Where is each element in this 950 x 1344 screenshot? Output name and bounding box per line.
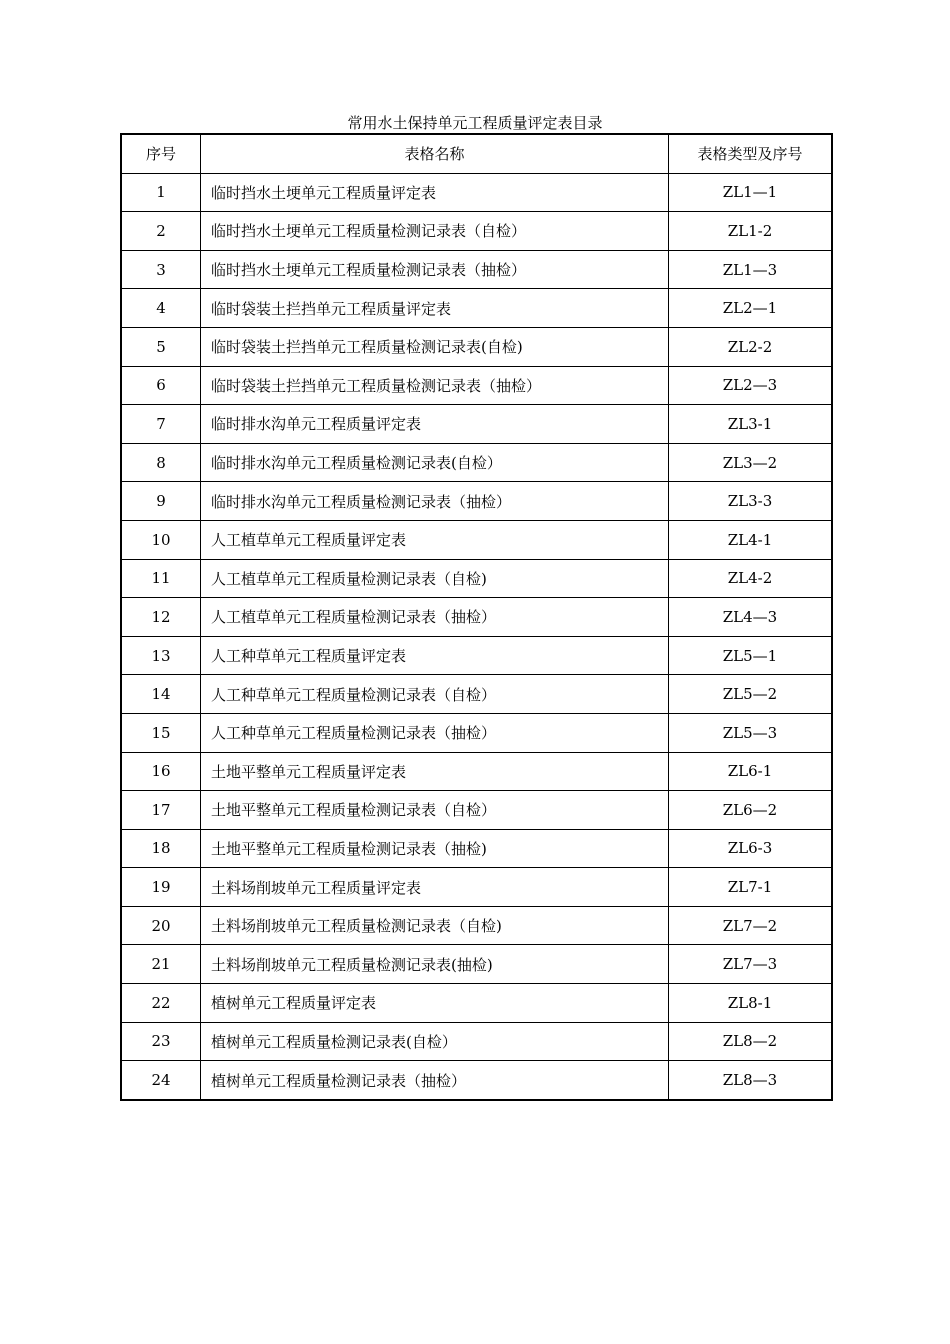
row-form-name: 土料场削坡单元工程质量检测记录表(抽检) bbox=[201, 945, 669, 984]
row-form-name: 临时排水沟单元工程质量评定表 bbox=[201, 405, 669, 444]
table-row bbox=[121, 173, 832, 212]
table-row bbox=[121, 559, 832, 598]
row-form-name: 临时挡水土埂单元工程质量检测记录表（抽检） bbox=[201, 250, 669, 289]
table-row bbox=[121, 289, 832, 328]
row-form-name: 土地平整单元工程质量检测记录表（抽检) bbox=[201, 829, 669, 868]
row-form-name: 植树单元工程质量评定表 bbox=[201, 984, 669, 1023]
row-form-code: ZL1-2 bbox=[669, 212, 833, 251]
row-number: 16 bbox=[121, 752, 201, 791]
row-form-code: ZL8-1 bbox=[669, 984, 833, 1023]
row-number: 6 bbox=[121, 366, 201, 405]
row-form-code: ZL7-1 bbox=[669, 868, 833, 907]
table-body bbox=[121, 173, 832, 1100]
row-form-code: ZL1—3 bbox=[669, 250, 833, 289]
table-row bbox=[121, 945, 832, 984]
table-row bbox=[121, 636, 832, 675]
row-form-name: 土料场削坡单元工程质量评定表 bbox=[201, 868, 669, 907]
header-code: 表格类型及序号 bbox=[669, 134, 833, 173]
row-form-code: ZL2—3 bbox=[669, 366, 833, 405]
row-number: 14 bbox=[121, 675, 201, 714]
row-form-name: 人工种草单元工程质量评定表 bbox=[201, 636, 669, 675]
row-number: 23 bbox=[121, 1022, 201, 1061]
table-row bbox=[121, 443, 832, 482]
table-row bbox=[121, 327, 832, 366]
row-number: 10 bbox=[121, 520, 201, 559]
row-form-code: ZL8—3 bbox=[669, 1061, 833, 1100]
row-number: 18 bbox=[121, 829, 201, 868]
table-row bbox=[121, 675, 832, 714]
table-row bbox=[121, 405, 832, 444]
row-form-code: ZL5—1 bbox=[669, 636, 833, 675]
page-title: 常用水土保持单元工程质量评定表目录 bbox=[347, 114, 603, 132]
row-form-code: ZL3-3 bbox=[669, 482, 833, 521]
row-form-code: ZL5—3 bbox=[669, 713, 833, 752]
row-form-code: ZL1—1 bbox=[669, 173, 833, 212]
row-form-name: 植树单元工程质量检测记录表（抽检） bbox=[201, 1061, 669, 1100]
row-form-code: ZL2-2 bbox=[669, 327, 833, 366]
header-num: 序号 bbox=[121, 134, 201, 173]
table-row bbox=[121, 482, 832, 521]
row-form-name: 临时排水沟单元工程质量检测记录表（抽检） bbox=[201, 482, 669, 521]
row-form-code: ZL2—1 bbox=[669, 289, 833, 328]
row-number: 8 bbox=[121, 443, 201, 482]
row-number: 22 bbox=[121, 984, 201, 1023]
row-form-name: 人工种草单元工程质量检测记录表（抽检） bbox=[201, 713, 669, 752]
row-form-name: 人工种草单元工程质量检测记录表（自检） bbox=[201, 675, 669, 714]
table-row bbox=[121, 906, 832, 945]
row-form-code: ZL7—3 bbox=[669, 945, 833, 984]
row-form-name: 人工植草单元工程质量检测记录表（抽检） bbox=[201, 598, 669, 637]
row-form-name: 土料场削坡单元工程质量检测记录表（自检) bbox=[201, 906, 669, 945]
row-number: 5 bbox=[121, 327, 201, 366]
table-row bbox=[121, 212, 832, 251]
table-row bbox=[121, 1061, 832, 1100]
row-form-code: ZL8—2 bbox=[669, 1022, 833, 1061]
row-number: 1 bbox=[121, 173, 201, 212]
table-row bbox=[121, 1022, 832, 1061]
row-form-name: 临时排水沟单元工程质量检测记录表(自检） bbox=[201, 443, 669, 482]
row-form-name: 土地平整单元工程质量检测记录表（自检） bbox=[201, 791, 669, 830]
row-form-code: ZL6-3 bbox=[669, 829, 833, 868]
row-form-name: 临时袋装土拦挡单元工程质量检测记录表(自检) bbox=[201, 327, 669, 366]
row-form-code: ZL4-1 bbox=[669, 520, 833, 559]
row-number: 12 bbox=[121, 598, 201, 637]
row-form-name: 临时袋装土拦挡单元工程质量评定表 bbox=[201, 289, 669, 328]
row-form-code: ZL6-1 bbox=[669, 752, 833, 791]
row-form-name: 临时挡水土埂单元工程质量评定表 bbox=[201, 173, 669, 212]
row-form-code: ZL3-1 bbox=[669, 405, 833, 444]
row-number: 7 bbox=[121, 405, 201, 444]
row-form-name: 临时挡水土埂单元工程质量检测记录表（自检） bbox=[201, 212, 669, 251]
row-form-name: 人工植草单元工程质量评定表 bbox=[201, 520, 669, 559]
row-number: 11 bbox=[121, 559, 201, 598]
table-row bbox=[121, 713, 832, 752]
table-row bbox=[121, 250, 832, 289]
row-form-code: ZL3—2 bbox=[669, 443, 833, 482]
row-number: 15 bbox=[121, 713, 201, 752]
row-form-name: 人工植草单元工程质量检测记录表（自检) bbox=[201, 559, 669, 598]
table-row bbox=[121, 984, 832, 1023]
table-row bbox=[121, 752, 832, 791]
row-number: 3 bbox=[121, 250, 201, 289]
row-form-name: 临时袋装土拦挡单元工程质量检测记录表（抽检） bbox=[201, 366, 669, 405]
row-number: 17 bbox=[121, 791, 201, 830]
row-number: 2 bbox=[121, 212, 201, 251]
row-form-code: ZL6—2 bbox=[669, 791, 833, 830]
row-number: 24 bbox=[121, 1061, 201, 1100]
row-number: 21 bbox=[121, 945, 201, 984]
row-form-code: ZL7—2 bbox=[669, 906, 833, 945]
table-row bbox=[121, 366, 832, 405]
row-form-code: ZL5—2 bbox=[669, 675, 833, 714]
table-row bbox=[121, 791, 832, 830]
row-form-name: 植树单元工程质量检测记录表(自检） bbox=[201, 1022, 669, 1061]
toc-table bbox=[120, 133, 833, 1101]
table-row bbox=[121, 520, 832, 559]
table-row bbox=[121, 868, 832, 907]
row-form-code: ZL4—3 bbox=[669, 598, 833, 637]
row-number: 4 bbox=[121, 289, 201, 328]
row-number: 20 bbox=[121, 906, 201, 945]
header-name: 表格名称 bbox=[201, 134, 669, 173]
row-number: 13 bbox=[121, 636, 201, 675]
row-form-name: 土地平整单元工程质量评定表 bbox=[201, 752, 669, 791]
row-number: 9 bbox=[121, 482, 201, 521]
table-header-row bbox=[121, 134, 832, 173]
row-form-code: ZL4-2 bbox=[669, 559, 833, 598]
table-row bbox=[121, 829, 832, 868]
table-row bbox=[121, 598, 832, 637]
row-number: 19 bbox=[121, 868, 201, 907]
